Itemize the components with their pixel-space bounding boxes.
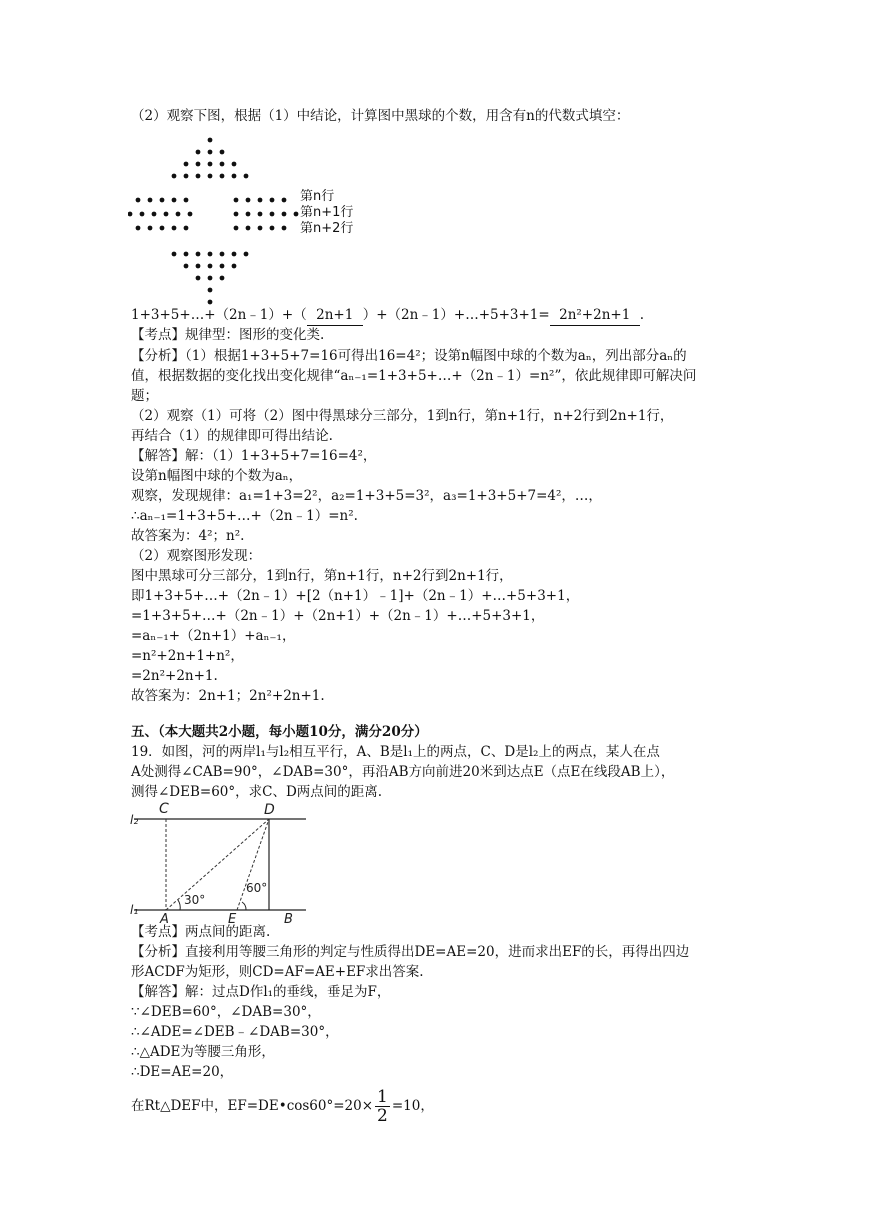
angle-arc-30 <box>178 900 180 910</box>
label-60-degrees: 60° <box>246 881 268 895</box>
jieda-18-line7: 图中黑球可分三部分，1到n行，第n+1行，n+2行到2n+1行， <box>131 568 513 584</box>
jieda-18-line3: 观察，发现规律：a₁=1+3=2²，a₂=1+3+5=3²，a₃=1+3+5+7=4²，…， <box>131 488 602 504</box>
dot-pattern-figure <box>128 128 368 308</box>
jieda-18-line13: 故答案为：2n+1；2n²+2n+1. <box>131 688 325 704</box>
fenxi-18-line5: 再结合（1）的规律即可得出结论. <box>131 428 333 444</box>
jieda-18-line9: =1+3+5+…+（2n﹣1）+（2n+1）+（2n﹣1）+…+5+3+1， <box>131 608 545 624</box>
jieda-18-line1: 【解答】解：（1）1+3+5+7=16=4²， <box>131 448 377 464</box>
fenxi-18-line2: 值，根据数据的变化找出变化规律“aₙ₋₁=1+3+5+…+（2n﹣1）=n²”，依此规律即可解决问 <box>131 368 697 384</box>
jieda-19-line6: 在Rt△DEF中，EF=DE•cos60°=20× $\frac{1}{2}$ =10， <box>131 1087 434 1126</box>
fenxi-18-line4: （2）观察（1）可将（2）图中得黑球分三部分，1到n行，第n+1行，n+2行到2n+1行， <box>131 408 674 424</box>
jieda-19-line4: ∴△ADE为等腰三角形， <box>131 1044 275 1060</box>
q19-line1: 19．如图，河的两岸l₁与l₂相互平行，A、B是l₁上的两点，C、D是l₂上的两点，某人在点 <box>131 744 660 760</box>
fenxi-19-line1: 【分析】直接利用等腰三角形的判定与性质得出DE=AE=20，进而求出EF的长，再得出四边 <box>131 944 690 960</box>
label-l1: l₁ <box>130 903 139 917</box>
jieda-18-line5: 故答案为：4²；n². <box>131 528 245 544</box>
jieda-18-line10: =aₙ₋₁+（2n+1）+aₙ₋₁， <box>131 628 296 644</box>
fenxi-18-line3: 题； <box>131 388 158 404</box>
jieda-19-line1: 【解答】解：过点D作l₁的垂线，垂足为F， <box>131 984 391 1000</box>
row-label-n-plus-2: 第n+2行 <box>300 221 354 236</box>
label-a: A <box>160 912 169 925</box>
label-30-degrees: 30° <box>184 893 206 907</box>
angle-arc-60 <box>242 902 246 910</box>
label-d: D <box>264 802 275 818</box>
river-diagram <box>128 800 318 925</box>
label-e: E <box>228 912 237 925</box>
kaodian-18: 【考点】规律型：图形的变化类. <box>131 327 325 343</box>
kaodian-19: 【考点】两点间的距离. <box>131 924 271 940</box>
section5-heading: 五、（本大题共2小题，每小题10分，满分20分） <box>131 724 428 740</box>
row-label-n: 第n行 <box>300 189 335 204</box>
jieda-18-line8: 即1+3+5+…+（2n﹣1）+[2（n+1）﹣1]+（2n﹣1）+…+5+3+1， <box>131 588 580 604</box>
label-l2: l₂ <box>130 813 139 827</box>
jieda-18-line2: 设第n幅图中球的个数为aₙ， <box>131 468 303 484</box>
part2-intro: （2）观察下图，根据（1）中结论，计算图中黑球的个数，用含有n的代数式填空： <box>131 108 630 124</box>
label-b: B <box>284 912 293 925</box>
jieda-18-line4: ∴aₙ₋₁=1+3+5+…+（2n﹣1）=n². <box>131 508 358 524</box>
fenxi-19-line2: 形ACDF为矩形，则CD=AF=AE+EF求出答案. <box>131 964 424 980</box>
row-label-n-plus-1: 第n+1行 <box>300 205 354 220</box>
segment-ad <box>166 819 269 910</box>
jieda-18-line11: =n²+2n+1+n²， <box>131 648 244 664</box>
jieda-19-line2: ∵∠DEB=60°，∠DAB=30°， <box>131 1004 321 1020</box>
jieda-19-line5: ∴DE=AE=20， <box>131 1064 234 1080</box>
fraction-one-half: $\frac{1}{2}$ <box>377 1087 388 1126</box>
answer-blank-2: 2n²+2n+1 <box>550 305 640 326</box>
q19-line2: A处测得∠CAB=90°，∠DAB=30°，再沿AB方向前进20米到达点E（点E在线段AB上）， <box>131 764 675 780</box>
q19-line3: 测得∠DEB=60°，求C、D两点间的距离. <box>131 784 383 800</box>
fill-in-answer: 1+3+5+…+（2n﹣1）+（ 2n+1 ）+（2n﹣1）+…+5+3+1= 2n²+2n+1 . <box>131 305 644 326</box>
jieda-19-line3: ∴∠ADE=∠DEB﹣∠DAB=30°， <box>131 1024 339 1040</box>
jieda-18-line12: =2n²+2n+1. <box>131 668 218 684</box>
answer-blank-1: 2n+1 <box>307 305 363 326</box>
jieda-18-line6: （2）观察图形发现： <box>131 548 262 564</box>
label-c: C <box>159 801 169 817</box>
fenxi-18-line1: 【分析】（1）根据1+3+5+7=16可得出16=4²；设第n幅图中球的个数为aₙ，列出部分aₙ的 <box>131 348 687 364</box>
